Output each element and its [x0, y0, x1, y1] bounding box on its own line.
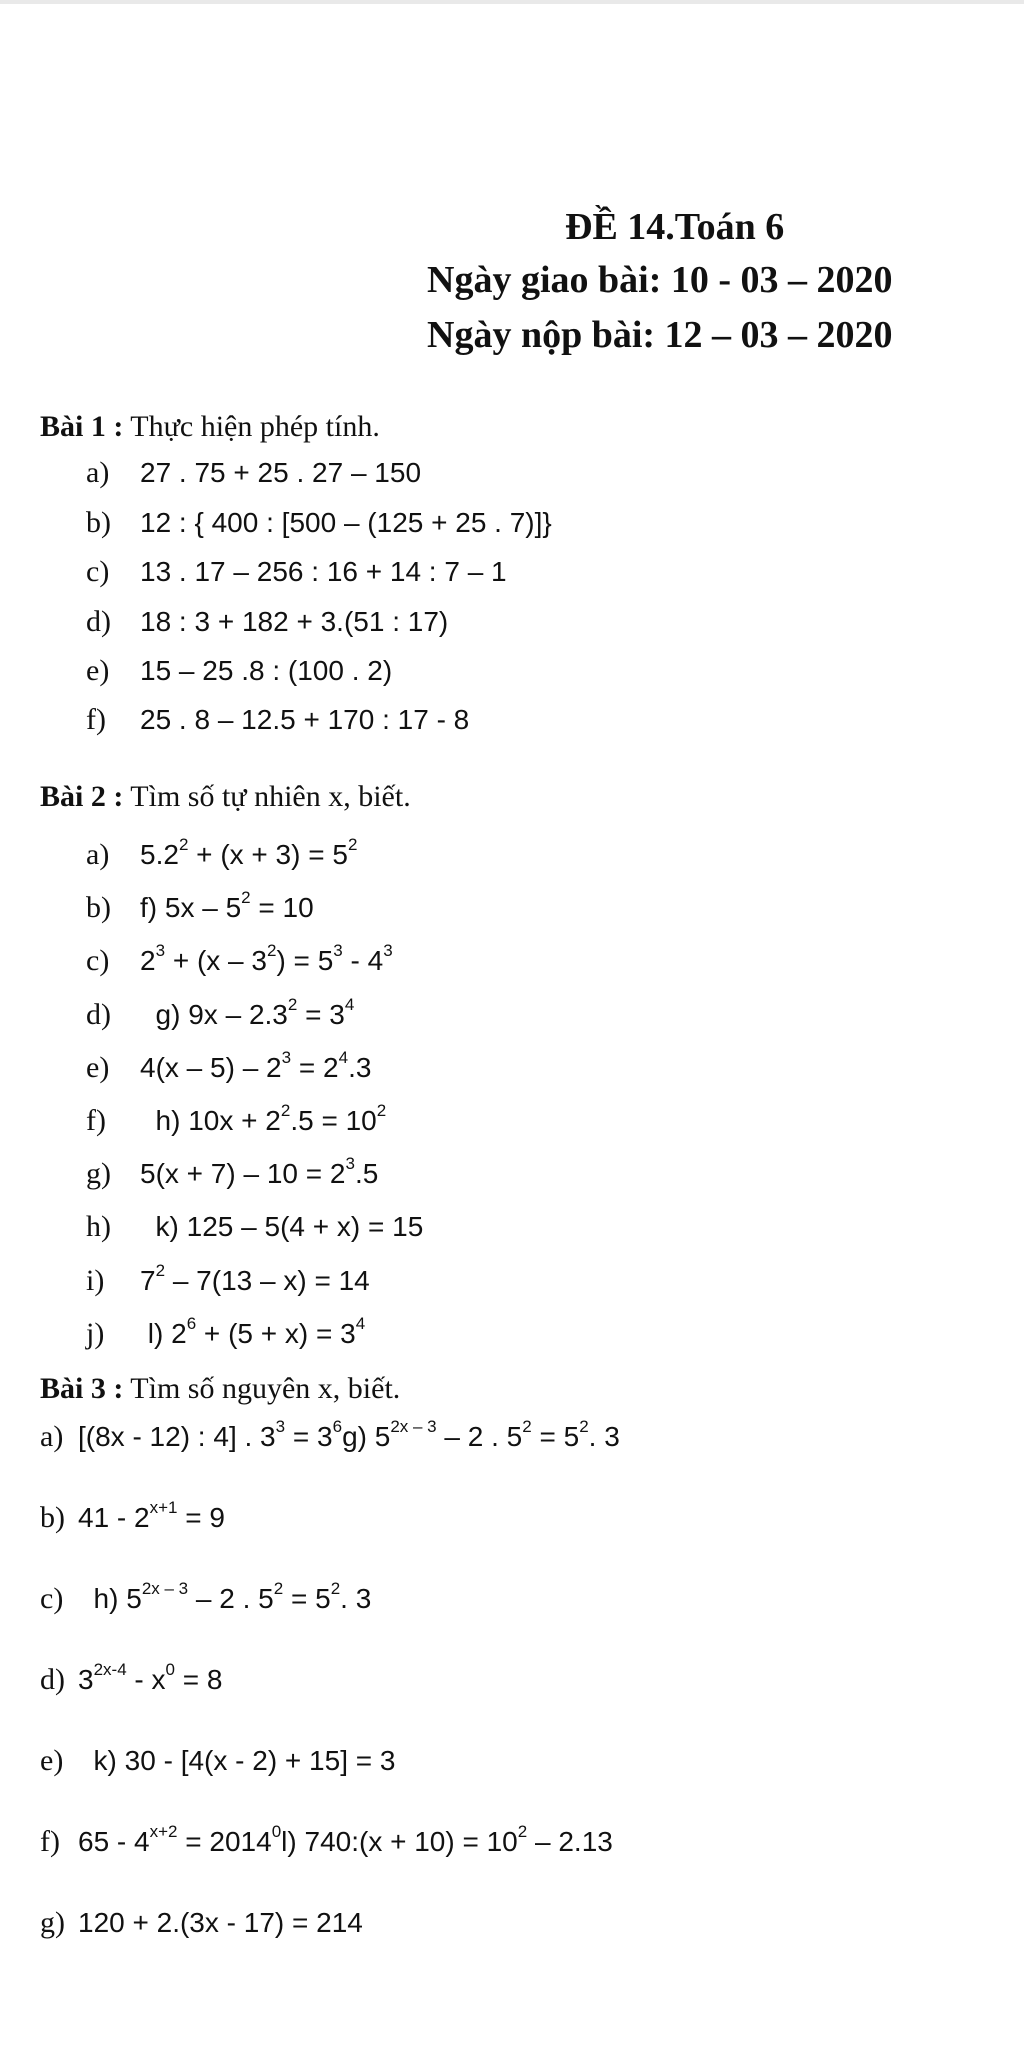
problem-item	[86, 888, 314, 925]
problem-item	[86, 654, 392, 688]
item-label: i)	[86, 1263, 105, 1297]
item-expression: 120 + 2.(3x - 17) = 214	[78, 1907, 363, 1938]
exponent: 3	[383, 941, 393, 961]
item-label: f)	[86, 703, 106, 736]
exponent: 2x – 3	[141, 1579, 189, 1598]
item-expression: 18 : 3 + 182 + 3.(51 : 17)	[140, 606, 449, 637]
item-label: d)	[40, 1663, 65, 1696]
exponent: 3	[345, 1154, 355, 1174]
item-expression: $4(x - 5) - 2^3 = 2^4.3$	[140, 1047, 372, 1083]
item-expression: 15 – 25 .8 : (100 . 2)	[140, 655, 393, 686]
exercise-label: Bài 1 :	[40, 410, 124, 443]
exponent: 2	[155, 1260, 166, 1280]
exponent: 2	[241, 888, 251, 908]
problem-item	[86, 1154, 379, 1191]
exponent: 2	[330, 1579, 341, 1598]
exponent: x+1	[149, 1498, 178, 1517]
exercise-instruction: Thực hiện phép tính.	[123, 410, 380, 443]
item-expression: g) $9x - 2.3^2 = 3^4$	[140, 994, 355, 1030]
problem-item	[40, 1660, 223, 1697]
exponent: 2	[273, 1579, 284, 1598]
item-label: b)	[86, 891, 111, 925]
item-expression: 25 . 8 – 12.5 + 170 : 17 - 8	[140, 704, 470, 735]
top-border	[0, 0, 1024, 4]
item-label: e)	[86, 654, 110, 687]
exponent: 2	[517, 1822, 528, 1841]
exponent: 2	[266, 941, 277, 961]
item-label: g)	[86, 1157, 111, 1191]
item-expression: $5(x + 7) - 10 = 2^3.5$	[140, 1154, 379, 1190]
item-expression: k) 30 - [4(x - 2) + 15] = 3	[78, 1745, 396, 1776]
item-expression: k) 125 – 5(4 + x) = 15	[140, 1211, 424, 1243]
item-label: a)	[86, 838, 110, 871]
exponent: 2	[280, 1101, 291, 1120]
item-expression: h) $5^{2x - 3} - 2$ . $5^2 = 5^2$. 3	[78, 1579, 372, 1614]
exponent: 3	[155, 941, 166, 961]
item-expression: 12 : { 400 : [500 – (125 + 25 . 7)]}	[140, 507, 552, 538]
exponent: 2	[522, 1417, 532, 1436]
exponent: 3	[275, 1417, 286, 1436]
problem-item	[86, 1101, 387, 1138]
item-expression: $3^{2x-4} - x^0 = 8$	[78, 1660, 223, 1695]
date-due: Ngày nộp bài: 12 – 03 – 2020	[427, 314, 893, 356]
problem-item	[40, 1498, 225, 1535]
exponent: 6	[186, 1313, 197, 1333]
exponent: 6	[332, 1417, 343, 1436]
item-label: h)	[86, 1210, 111, 1244]
exponent: 0	[165, 1660, 176, 1679]
problem-item	[86, 1047, 372, 1085]
item-expression: $65 - 4^{x+2} = 2014^0l$) 740:(x + $10) = 10^2 - 2.13$	[78, 1822, 613, 1857]
item-expression: $2^3 + (x - 3^2) = 5^3 - 4^3$	[140, 941, 393, 977]
exercise-label: Bài 2 :	[40, 780, 124, 813]
exercise-heading	[40, 1372, 400, 1406]
exercise-label: Bài 3 :	[40, 1372, 124, 1405]
exponent: 2	[347, 835, 358, 854]
exponent: 0	[271, 1822, 282, 1841]
problem-item	[86, 456, 421, 490]
item-expression: $41 - 2^{x+1} = 9$	[78, 1498, 225, 1533]
item-expression: [(8x - 12) : 4] . $3^3 = 3^6g$) $5^{2x - 3} - 2$ . $5^2 = 5^2$. 3	[78, 1417, 620, 1452]
item-expression: l) $2^6 + (5 + x) = 3^4$	[140, 1313, 366, 1349]
problem-item	[86, 1210, 423, 1244]
exponent: 2x-4	[93, 1660, 127, 1679]
item-label: d)	[86, 997, 111, 1031]
exponent: 2	[287, 994, 298, 1014]
problem-item	[86, 994, 355, 1032]
item-label: c)	[86, 555, 110, 588]
item-label: d)	[86, 605, 111, 638]
exponent: 4	[344, 994, 355, 1014]
exponent: 2	[579, 1417, 589, 1436]
item-label: e)	[86, 1050, 110, 1084]
item-expression: 27 . 75 + 25 . 27 – 150	[140, 457, 422, 488]
exponent: 4	[338, 1047, 349, 1067]
item-expression: $5.2^2 + (x + 3) = 5^2$	[140, 835, 358, 870]
problem-item	[40, 1906, 363, 1940]
date-given: Ngày giao bài: 10 - 03 – 2020	[427, 259, 893, 301]
item-label: b)	[86, 506, 111, 539]
problem-item	[86, 605, 448, 639]
exponent: x+2	[149, 1822, 178, 1841]
exercise-heading	[40, 410, 380, 444]
exponent: 4	[355, 1313, 366, 1333]
problem-item	[86, 941, 393, 978]
item-label: c)	[86, 944, 110, 978]
exponent: 3	[333, 941, 343, 961]
problem-item	[40, 1822, 613, 1859]
problem-item	[86, 506, 552, 540]
exercise-instruction: Tìm số tự nhiên x, biết.	[123, 780, 411, 813]
exponent: 2x – 3	[390, 1417, 437, 1436]
exercise-heading	[40, 780, 411, 814]
problem-item	[40, 1744, 395, 1778]
exponent: 2	[376, 1101, 387, 1120]
item-expression: f) $5x - 5^2 = 10$	[140, 888, 314, 924]
problem-item	[86, 835, 358, 872]
item-expression: $7^2 - 7(13 - x) = 14$	[140, 1260, 370, 1296]
problem-item	[40, 1579, 372, 1616]
problem-item	[86, 703, 469, 737]
item-label: a)	[40, 1420, 64, 1453]
item-label: b)	[40, 1501, 65, 1534]
item-expression: h) $10x + 2^2.5 = 10^2$	[140, 1101, 387, 1136]
item-label: g)	[40, 1906, 65, 1939]
problem-item	[86, 1313, 366, 1351]
item-label: f)	[40, 1825, 60, 1858]
item-label: c)	[40, 1582, 64, 1615]
problem-item	[86, 1260, 370, 1298]
exponent: 3	[281, 1047, 292, 1067]
item-label: f)	[86, 1104, 106, 1137]
item-label: a)	[86, 456, 110, 489]
item-label: e)	[40, 1744, 64, 1777]
exponent: 2	[178, 835, 189, 854]
exercise-instruction: Tìm số nguyên x, biết.	[123, 1372, 401, 1405]
problem-item	[86, 555, 507, 589]
item-label: j)	[86, 1316, 105, 1350]
document-title: ĐỀ 14.Toán 6	[565, 206, 785, 248]
item-expression: 13 . 17 – 256 : 16 + 14 : 7 – 1	[140, 556, 507, 587]
problem-item	[40, 1417, 620, 1454]
